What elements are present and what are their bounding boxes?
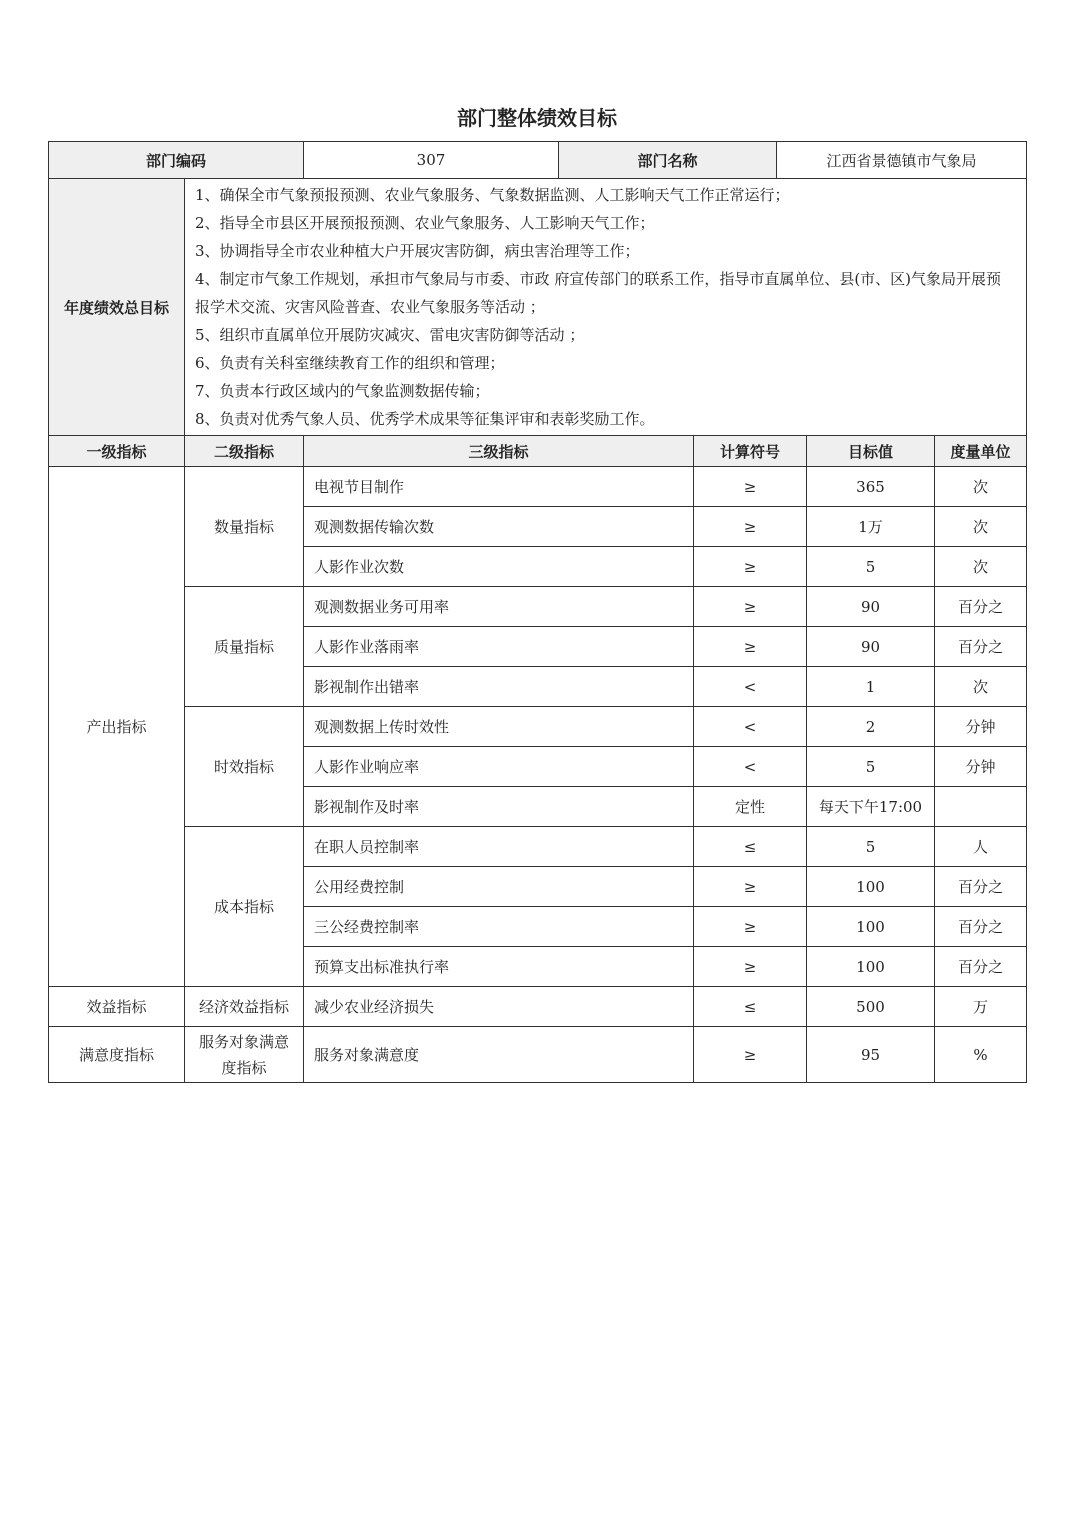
- unit-cell: 次: [935, 547, 1027, 587]
- level2-cell: 数量指标: [185, 467, 304, 587]
- unit-cell: 百分之: [935, 867, 1027, 907]
- table-row: [49, 707, 1027, 747]
- target-cell: 每天下午17:00: [807, 787, 935, 827]
- level2-cell: 成本指标: [185, 827, 304, 987]
- dept-code: 307: [304, 142, 559, 179]
- header-level3: 三级指标: [304, 436, 694, 467]
- unit-cell: 百分之: [935, 627, 1027, 667]
- goal-item: 7、负责本行政区域内的气象监测数据传输；: [195, 382, 490, 400]
- operator-cell: ≥: [694, 1027, 807, 1083]
- goal-item: 3、协调指导全市农业种植大户开展灾害防御，病虫害治理等工作；: [195, 242, 640, 260]
- goal-item: 6、负责有关科室继续教育工作的组织和管理；: [195, 354, 505, 372]
- dept-info-table: [48, 141, 1027, 179]
- target-cell: 100: [807, 867, 935, 907]
- level3-cell: 减少农业经济损失: [304, 987, 694, 1027]
- operator-cell: <: [694, 707, 807, 747]
- operator-cell: ≥: [694, 547, 807, 587]
- level1-cell: 满意度指标: [49, 1027, 185, 1083]
- goal-item: 5、组织市直属单位开展防灾减灾、雷电灾害防御等活动 ；: [195, 326, 585, 344]
- header-level1: 一级指标: [49, 436, 185, 467]
- goal-item: 4、制定市气象工作规划，承担市气象局与市委、市政 府宣传部门的联系工作，指导市直属单位、县(市、区)气象局开展预报学术交流、灾害风险普查、农业气象服务等活动 ；: [195, 270, 1002, 316]
- target-cell: 90: [807, 627, 935, 667]
- level3-cell: 电视节目制作: [304, 467, 694, 507]
- goal-item: 2、指导全市县区开展预报预测、农业气象服务、人工影响天气工作；: [195, 214, 655, 232]
- unit-cell: 分钟: [935, 747, 1027, 787]
- target-cell: 5: [807, 827, 935, 867]
- level3-cell: 观测数据上传时效性: [304, 707, 694, 747]
- unit-cell: 人: [935, 827, 1027, 867]
- level3-cell: 人影作业落雨率: [304, 627, 694, 667]
- unit-cell: 次: [935, 507, 1027, 547]
- target-cell: 365: [807, 467, 935, 507]
- level3-cell: 服务对象满意度: [304, 1027, 694, 1083]
- level3-cell: 人影作业响应率: [304, 747, 694, 787]
- target-cell: 90: [807, 587, 935, 627]
- level3-cell: 三公经费控制率: [304, 907, 694, 947]
- target-cell: 2: [807, 707, 935, 747]
- unit-cell: 分钟: [935, 707, 1027, 747]
- page-title: 部门整体绩效目标: [457, 106, 617, 130]
- target-cell: 100: [807, 907, 935, 947]
- level3-cell: 公用经费控制: [304, 867, 694, 907]
- header-target: 目标值: [807, 436, 935, 467]
- operator-cell: <: [694, 667, 807, 707]
- unit-cell: 万: [935, 987, 1027, 1027]
- unit-cell: 百分之: [935, 907, 1027, 947]
- level3-cell: 影视制作及时率: [304, 787, 694, 827]
- dept-code-label: 部门编码: [49, 142, 304, 179]
- level3-cell: 人影作业次数: [304, 547, 694, 587]
- level1-cell: 产出指标: [49, 467, 185, 987]
- operator-cell: ≥: [694, 587, 807, 627]
- level3-cell: 观测数据传输次数: [304, 507, 694, 547]
- operator-cell: 定性: [694, 787, 807, 827]
- unit-cell: 百分之: [935, 947, 1027, 987]
- target-cell: 1: [807, 667, 935, 707]
- indicator-table: [48, 178, 1027, 1083]
- target-cell: 1万: [807, 507, 935, 547]
- target-cell: 500: [807, 987, 935, 1027]
- operator-cell: ≥: [694, 947, 807, 987]
- level2-cell: 质量指标: [185, 587, 304, 707]
- goals-cell: [185, 179, 1027, 436]
- level1-cell: 效益指标: [49, 987, 185, 1027]
- table-row: [49, 1027, 1027, 1083]
- goal-item: 1、确保全市气象预报预测、农业气象服务、气象数据监测、人工影响天气工作正常运行；: [195, 186, 790, 204]
- operator-cell: ≥: [694, 907, 807, 947]
- operator-cell: ≥: [694, 867, 807, 907]
- level2-cell: 时效指标: [185, 707, 304, 827]
- header-unit: 度量单位: [935, 436, 1027, 467]
- operator-cell: ≥: [694, 467, 807, 507]
- operator-cell: ≥: [694, 507, 807, 547]
- table-row: [49, 827, 1027, 867]
- operator-cell: ≤: [694, 987, 807, 1027]
- dept-name: 江西省景德镇市气象局: [777, 142, 1027, 179]
- table-row: [49, 467, 1027, 507]
- header-operator: 计算符号: [694, 436, 807, 467]
- level3-cell: 观测数据业务可用率: [304, 587, 694, 627]
- target-cell: 95: [807, 1027, 935, 1083]
- level2-cell: 服务对象满意度指标: [185, 1027, 304, 1083]
- operator-cell: ≥: [694, 627, 807, 667]
- unit-cell: %: [935, 1027, 1027, 1083]
- target-cell: 5: [807, 547, 935, 587]
- level2-cell: 经济效益指标: [185, 987, 304, 1027]
- unit-cell: 次: [935, 467, 1027, 507]
- unit-cell: 次: [935, 667, 1027, 707]
- level3-cell: 在职人员控制率: [304, 827, 694, 867]
- level3-cell: 预算支出标准执行率: [304, 947, 694, 987]
- table-row: [49, 987, 1027, 1027]
- goal-item: 8、负责对优秀气象人员、优秀学术成果等征集评审和表彰奖励工作。: [195, 410, 655, 428]
- unit-cell: [935, 787, 1027, 827]
- unit-cell: 百分之: [935, 587, 1027, 627]
- goals-label: 年度绩效总目标: [49, 179, 185, 436]
- operator-cell: <: [694, 747, 807, 787]
- target-cell: 5: [807, 747, 935, 787]
- level3-cell: 影视制作出错率: [304, 667, 694, 707]
- header-level2: 二级指标: [185, 436, 304, 467]
- target-cell: 100: [807, 947, 935, 987]
- table-row: [49, 587, 1027, 627]
- dept-name-label: 部门名称: [559, 142, 777, 179]
- operator-cell: ≤: [694, 827, 807, 867]
